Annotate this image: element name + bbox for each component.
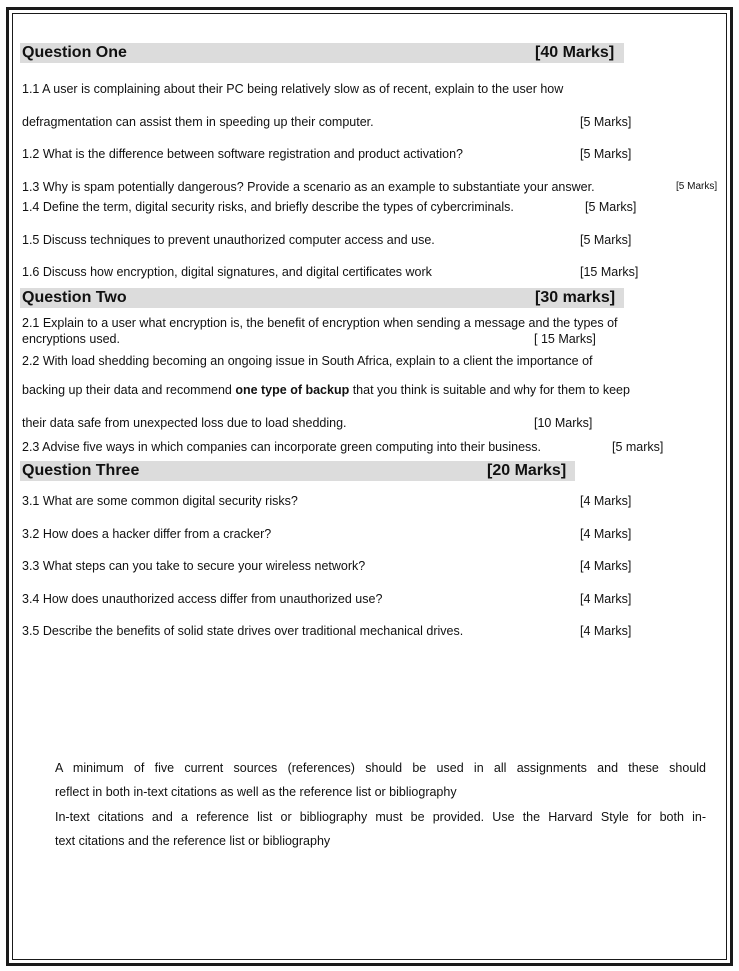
question-3-1-marks: [4 Marks] [580,494,632,508]
question-1-6: 1.6 Discuss how encryption, digital signatures, and digital certificates work [22,265,432,279]
question-3-4-marks: [4 Marks] [580,592,632,606]
question-1-4-marks: [5 Marks] [585,200,637,214]
question-1-1-line1: 1.1 A user is complaining about their PC being relatively slow as of recent, explain to the user how [22,82,564,96]
question-1-4: 1.4 Define the term, digital security risks, and briefly describe the types of cybercriminals. [22,200,514,214]
section-title-q2: Question Two [22,289,127,306]
question-1-2-marks: [5 Marks] [580,147,632,161]
question-1-3-marks: [5 Marks] [676,181,718,192]
question-1-6-marks: [15 Marks] [580,265,639,279]
note-references-line1: A minimum of five current sources (references) should be used in all assignments and these should [55,761,706,775]
question-2-2-marks: [10 Marks] [534,416,593,430]
question-1-3: 1.3 Why is spam potentially dangerous? Provide a scenario as an example to substantiate your answer. [22,180,595,194]
section-marks-q2: [30 marks] [535,289,616,306]
question-3-3-marks: [4 Marks] [580,559,632,573]
question-2-2-line2-end: that you think is suitable and why for them to keep [349,383,630,397]
question-1-5: 1.5 Discuss techniques to prevent unauthorized computer access and use. [22,233,435,247]
note-citations-line2: text citations and the reference list or bibliography [55,834,331,848]
note-citations-line1: In-text citations and a reference list or bibliography must be provided. Use the Harvard Style for both in- [55,810,706,824]
question-3-3: 3.3 What steps can you take to secure your wireless network? [22,559,366,573]
question-3-2: 3.2 How does a hacker differ from a cracker? [22,527,272,541]
note-references-line2: reflect in both in-text citations as well as the reference list or bibliography [55,785,457,799]
question-3-5-marks: [4 Marks] [580,624,632,638]
question-3-2-marks: [4 Marks] [580,527,632,541]
question-2-2-bold-phrase: one type of backup [235,383,350,397]
question-2-1-line1: 2.1 Explain to a user what encryption is, the benefit of encryption when sending a message and the types of [22,316,618,330]
question-1-1-marks: [5 Marks] [580,115,632,129]
section-title-q3: Question Three [22,462,140,479]
question-1-2: 1.2 What is the difference between software registration and product activation? [22,147,463,161]
question-2-1-line2: encryptions used. [22,332,120,346]
question-2-3-marks: [5 marks] [612,440,664,454]
section-marks-q3: [20 Marks] [487,462,567,479]
section-title-q1: Question One [22,44,127,61]
question-2-2-line2-start: backing up their data and recommend [22,383,236,397]
question-2-2-line2 [22,383,630,398]
question-2-2-line1: 2.2 With load shedding becoming an ongoing issue in South Africa, explain to a client the importance of [22,354,593,368]
section-marks-q1: [40 Marks] [535,44,615,61]
question-2-3: 2.3 Advise five ways in which companies can incorporate green computing into their business. [22,440,542,454]
question-2-2-line3: their data safe from unexpected loss due to load shedding. [22,416,347,430]
question-3-4: 3.4 How does unauthorized access differ from unauthorized use? [22,592,383,606]
question-2-1-marks: [ 15 Marks] [534,332,596,346]
question-3-5: 3.5 Describe the benefits of solid state drives over traditional mechanical drives. [22,624,464,638]
question-1-1-line2: defragmentation can assist them in speeding up their computer. [22,115,374,129]
question-3-1: 3.1 What are some common digital security risks? [22,494,298,508]
question-1-5-marks: [5 Marks] [580,233,632,247]
